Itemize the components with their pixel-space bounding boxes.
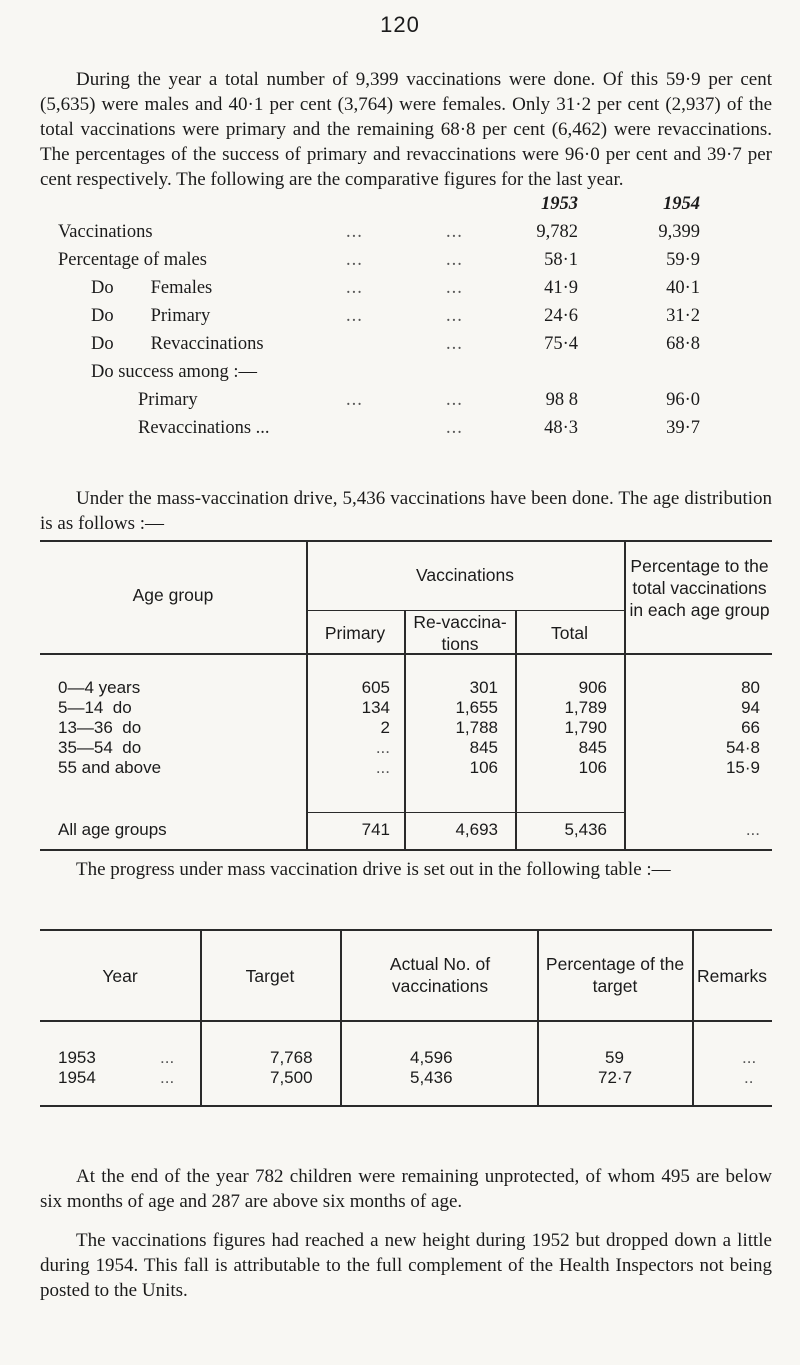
header-age-group: Age group <box>132 585 214 605</box>
primary-cell: 134 <box>361 698 390 717</box>
total-primary: 741 <box>361 820 390 839</box>
comparison-row: Revaccinations ... ... 48·3 39·7 <box>58 414 748 442</box>
total-cell: 845 <box>578 738 607 757</box>
row-label: Do Primary <box>91 306 211 326</box>
header-actual: Actual No. of vaccinations <box>389 954 491 996</box>
value-1954: 39·7 <box>666 418 700 438</box>
row-label: Vaccinations <box>58 222 153 242</box>
percentage-cell: 80 <box>741 678 760 697</box>
actual-cell: 4,596 <box>410 1048 453 1067</box>
header-primary: Primary <box>324 623 386 643</box>
year-1953-header: 1953 <box>541 194 578 214</box>
comparison-row: Primary ... ... 98 8 96·0 <box>58 386 748 414</box>
age-group-cell: 35—54 do <box>58 738 142 757</box>
percentage-target-cell: 59 <box>605 1048 624 1067</box>
paragraph-vaccination-summary: During the year a total number of 9,399 vaccinations were done. Of this 59·9 per cent (5,635) were males and 40·1 per cent (3,764) were females. Only 31·2 per cent (2,937) of the total vaccinations were primary and the remaining 68·8 per cent (6,462) were revaccinations. The percentages of the success of primary and revaccinations were 96·0 per cent and 39·7 per cent respectively. The following are the comparative figures for the last year. <box>40 69 772 190</box>
header-total: Total <box>551 623 588 643</box>
value-1953: 58·1 <box>544 250 578 270</box>
percentage-cell: 66 <box>741 718 760 737</box>
total-cell: 1,790 <box>564 718 607 737</box>
age-group-cell: 55 and above <box>58 758 162 777</box>
comparison-row: Vaccinations ... ... 9,782 9,399 <box>58 218 748 246</box>
age-group-cell: 5—14 do <box>58 698 132 717</box>
year-cell: 1953 <box>58 1048 96 1067</box>
value-1954: 9,399 <box>658 222 700 242</box>
comparison-row: Do Revaccinations ... 75·4 68·8 <box>58 330 748 358</box>
header-percentage: Percentage to the total vaccinations in each age group <box>629 556 770 620</box>
comparison-row: Do Females ... ... 41·9 40·1 <box>58 274 748 302</box>
revaccinations-cell: 106 <box>469 758 498 777</box>
age-group-cell: 0—4 years <box>58 678 141 697</box>
total-cell: 1,789 <box>564 698 607 717</box>
comparison-row <box>58 358 748 386</box>
paragraph-vaccination-trend: The vaccinations figures had reached a new height during 1952 but dropped down a little during 1954. This fall is attributable to the full complement of the Health Inspectors not being posted to the Units. <box>40 1230 772 1301</box>
total-cell: 106 <box>578 758 607 777</box>
value-1954: 31·2 <box>666 306 700 326</box>
actual-cell: 5,436 <box>410 1068 453 1087</box>
comparison-row: Do Primary ... ... 24·6 31·2 <box>58 302 748 330</box>
revaccinations-cell: 845 <box>469 738 498 757</box>
paragraph-unprotected-children: At the end of the year 782 children were remaining unprotected, of whom 495 are below six months of age and 287 are above six months of age. <box>40 1166 772 1212</box>
total-row-label: All age groups <box>58 820 167 839</box>
revaccinations-cell: 1,655 <box>455 698 498 717</box>
revaccinations-cell: 1,788 <box>455 718 498 737</box>
total-revaccinations: 4,693 <box>455 820 498 839</box>
paragraph-progress: The progress under mass vaccination drive is set out in the following table :— <box>76 859 671 880</box>
percentage-target-cell: 72·7 <box>598 1068 633 1087</box>
row-label: Percentage of males <box>58 250 207 270</box>
header-revaccinations: Re-vaccina-tions <box>413 612 507 654</box>
primary-cell: ... <box>375 738 390 757</box>
value-1954: 59·9 <box>666 250 700 270</box>
value-1953: 75·4 <box>544 334 578 354</box>
comparison-table <box>58 190 748 442</box>
header-year: Year <box>102 966 138 986</box>
year-cell: 1954 <box>58 1068 96 1087</box>
total-vaccinations: 5,436 <box>564 820 607 839</box>
percentage-cell: 94 <box>741 698 760 717</box>
primary-cell: 605 <box>361 678 390 697</box>
revaccinations-cell: 301 <box>469 678 498 697</box>
age-group-cell: 13—36 do <box>58 718 142 737</box>
primary-cell: 2 <box>380 718 390 737</box>
target-cell: 7,500 <box>270 1068 313 1087</box>
value-1953: 41·9 <box>544 278 578 298</box>
value-1953: 9,782 <box>536 222 578 242</box>
year-1954-header: 1954 <box>663 194 700 214</box>
percentage-cell: 54·8 <box>725 738 760 757</box>
row-label: Do Females <box>91 278 213 298</box>
header-target: Target <box>245 966 295 986</box>
row-label: Primary <box>138 390 198 410</box>
total-percentage: ... <box>745 820 760 839</box>
header-remarks: Remarks <box>696 966 767 986</box>
total-cell: 906 <box>578 678 607 697</box>
percentage-cell: 15·9 <box>725 758 760 777</box>
header-vaccinations: Vaccinations <box>416 565 514 585</box>
target-cell: 7,768 <box>270 1048 313 1067</box>
header-percentage-target: Percentage of the target <box>545 954 685 996</box>
row-label: Revaccinations ... <box>138 418 270 438</box>
comparison-header <box>58 190 748 218</box>
page-number: 120 <box>380 12 420 37</box>
paragraph-mass-vaccination: Under the mass-vaccination drive, 5,436 vaccinations have been done. The age distribution is as follows :— <box>40 488 772 534</box>
value-1954: 68·8 <box>666 334 700 354</box>
comparison-row: Percentage of males ... ... 58·1 59·9 <box>58 246 748 274</box>
value-1953: 98 8 <box>545 390 578 410</box>
value-1954: 40·1 <box>666 278 700 298</box>
remarks-cell: ... <box>742 1048 757 1067</box>
value-1954: 96·0 <box>666 390 700 410</box>
remarks-cell: .. <box>744 1068 754 1087</box>
value-1953: 48·3 <box>544 418 578 438</box>
row-label: Do Revaccinations <box>91 334 264 354</box>
row-label: Do success among :— <box>91 362 257 382</box>
value-1953: 24·6 <box>544 306 578 326</box>
primary-cell: ... <box>375 758 390 777</box>
